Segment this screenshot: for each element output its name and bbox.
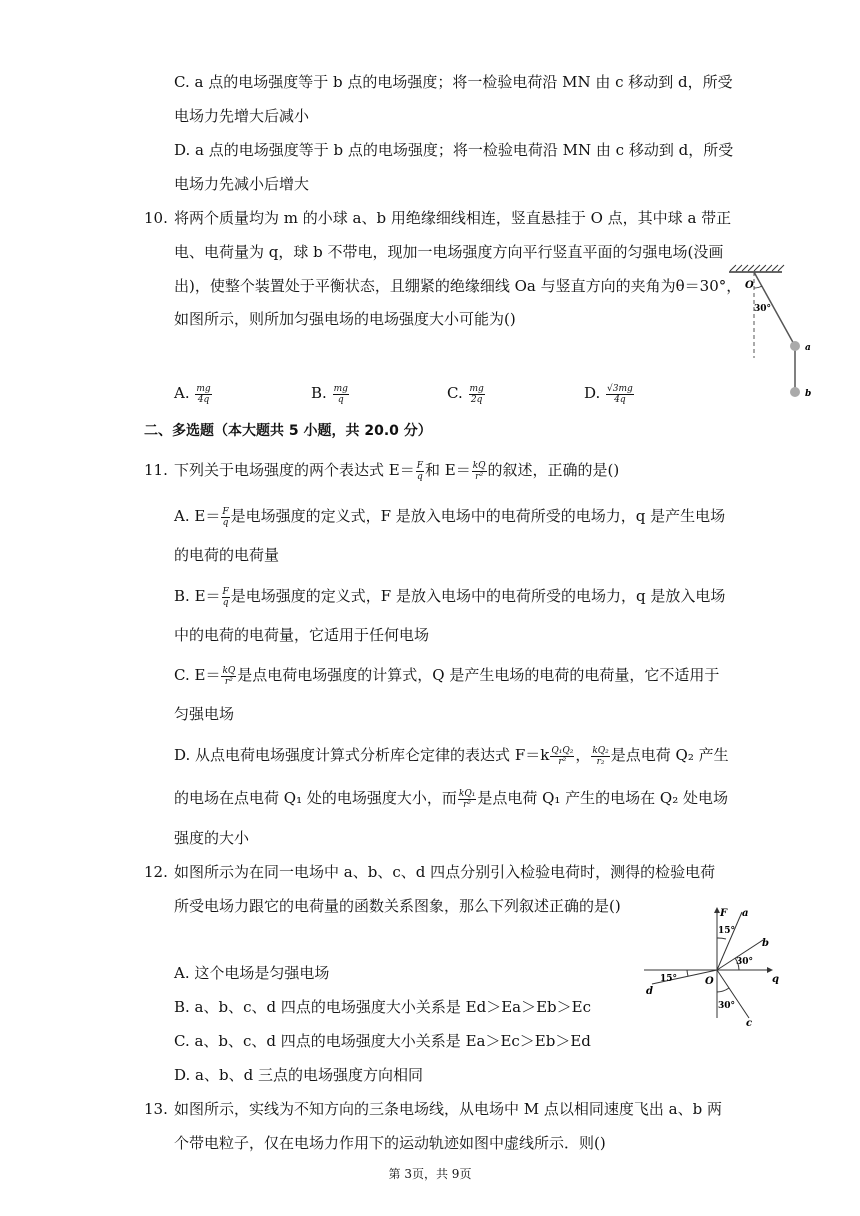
q10-stem-line4: 如图所示，则所加匀强电场的电场强度大小可能为() (174, 310, 516, 328)
q12-graph-figure (638, 900, 788, 1030)
q12-number: 12. (144, 863, 168, 881)
q10-option-b: B. $\frac{mg}{q}$ (311, 383, 348, 405)
q10-option-c: C. $\frac{mg}{2q}$ (447, 383, 484, 405)
q12-fig-origin: O (705, 976, 714, 987)
q10-stem-line1: 将两个质量均为 m 的小球 a、b 用绝缘细线相连，竖直悬挂于 O 点，其中球 a 带正 (174, 209, 732, 227)
q11-option-b-line2: 中的电荷的电荷量，它适用于任何电场 (174, 626, 430, 644)
q9-option-d-line1: D. a 点的电场强度等于 b 点的电场强度；将一检验电荷沿 MN 由 c 移动到 d，所受 (174, 141, 734, 159)
q10-fig-label-o: O (745, 280, 754, 291)
q12-option-b: B. a、b、c、d 四点的电场强度大小关系是 Ed＞Ea＞Eb＞Ec (174, 998, 591, 1016)
q12-fig-angle-a: 15° (718, 926, 736, 936)
q12-fig-label-b: b (762, 938, 769, 949)
page-footer: 第 3页，共 9页 (388, 1167, 472, 1181)
q11-option-b: B. E＝ $\frac{F}{q}$ 是电场强度的定义式，F 是放入电场中的电荷所受的电场力，q 是放入电场 (174, 586, 726, 608)
q12-fig-angle-d: 15° (660, 974, 678, 984)
q13-stem-line1: 如图所示，实线为不知方向的三条电场线，从电场中 M 点以相同速度飞出 a、b 两 (174, 1100, 722, 1118)
q10-number: 10. (144, 209, 168, 227)
q11-option-c-line2: 匀强电场 (174, 705, 235, 723)
q10-fig-angle: 30° (754, 304, 772, 314)
q12-fig-label-a: a (742, 908, 749, 919)
q12-fig-angle-c: 30° (718, 1001, 736, 1011)
q11-option-a-line2: 的电荷的电荷量 (174, 546, 280, 564)
q11-stem: 下列关于电场强度的两个表达式 E＝ $\frac{F}{q}$ 和 E＝ $\frac{kQ}{\text{r²}}$ 的叙述，正确的是() (174, 460, 620, 482)
q13-stem-line2: 个带电粒子，仅在电场力作用下的运动轨迹如图中虚线所示．则() (174, 1134, 606, 1152)
q12-fig-label-d: d (646, 986, 653, 997)
q10-fig-label-a: a (805, 343, 811, 353)
q10-stem-line2: 电、电荷量为 q，球 b 不带电，现加一电场强度方向平行竖直平面的匀强电场(没画 (174, 243, 724, 261)
q9-option-c-line2: 电场力先增大后减小 (174, 107, 310, 125)
q10-stem-line3: 出)，使整个装置处于平衡状态，且绷紧的绝缘细线 Oa 与竖直方向的夹角为θ＝30°， (174, 277, 742, 295)
q12-fig-axis-q: q (772, 974, 779, 985)
q11-option-a: A. E＝ $\frac{F}{q}$ 是电场强度的定义式，F 是放入电场中的电荷所受的电场力，q 是产生电场 (174, 506, 726, 528)
q11-number: 11. (144, 461, 168, 479)
q12-stem-line2: 所受电场力跟它的电荷量的函数关系图象，那么下列叙述正确的是() (174, 897, 621, 915)
q12-fig-axis-f: F (720, 908, 728, 919)
q11-option-c: C. E＝ $\frac{kQ}{\text{r²}}$ 是点电荷电场强度的计算式，Q 是产生电场的电荷的电荷量，它不适用于 (174, 665, 720, 687)
q13-number: 13. (144, 1100, 168, 1118)
q9-option-c-line1: C. a 点的电场强度等于 b 点的电场强度；将一检验电荷沿 MN 由 c 移动到 d，所受 (174, 73, 733, 91)
q9-option-d-line2: 电场力先减小后增大 (174, 175, 310, 193)
q10-pendulum-figure (724, 262, 824, 404)
q12-option-c: C. a、b、c、d 四点的电场强度大小关系是 Ea＞Ec＞Eb＞Ed (174, 1032, 591, 1050)
q12-fig-label-c: c (746, 1018, 753, 1029)
q10-option-a: A. $\frac{mg}{4q}$ (174, 383, 211, 405)
q11-option-d: D. 从点电荷电场强度计算式分析库仑定律的表达式 F＝k $\frac{\text{Q₁Q₂}}{\text{r²}}$ ， $\frac{\text{kQ₂}}{\text{r₂}}$ 是点电荷 Q₂ 产生 (174, 745, 729, 767)
q11-option-d-line2: 的电场在点电荷 Q₁ 处的电场强度大小，而 $\frac{\text{kQ₁}}{\text{r²}}$ 是点电荷 Q₁ 产生的电场在 Q₂ 处电场 (174, 788, 729, 810)
q12-stem-line1: 如图所示为在同一电场中 a、b、c、d 四点分别引入检验电荷时，测得的检验电荷 (174, 863, 716, 881)
section-heading: 二、多选题（本大题共 5 小题，共 20.0 分） (144, 423, 432, 439)
q12-fig-angle-b: 30° (736, 957, 754, 967)
q10-fig-label-b: b (805, 389, 812, 399)
q12-option-a: A. 这个电场是匀强电场 (174, 964, 330, 982)
q11-option-d-line3: 强度的大小 (174, 829, 250, 847)
q10-option-d: D. $\frac{√3mg}{4q}$ (584, 383, 633, 405)
q12-option-d: D. a、b、d 三点的电场强度方向相同 (174, 1066, 423, 1084)
